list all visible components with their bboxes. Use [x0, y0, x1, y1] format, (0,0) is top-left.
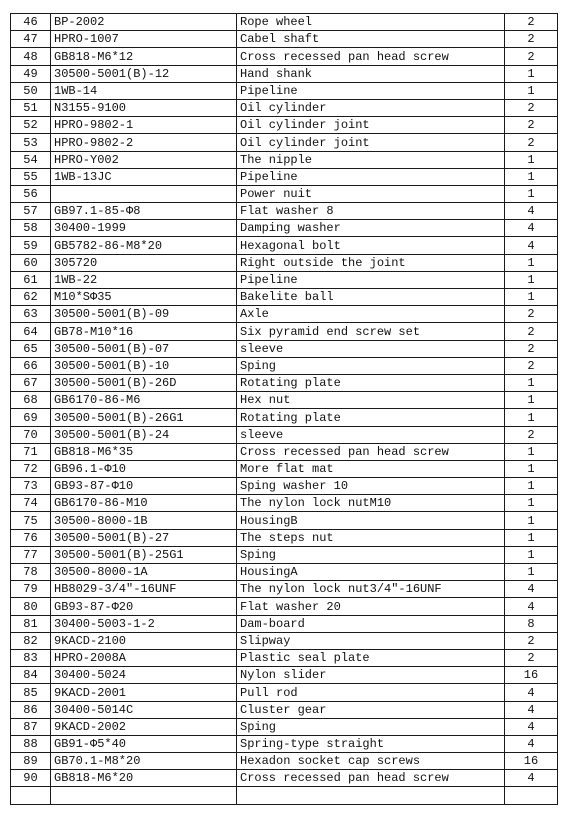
part-name-cell: Oil cylinder joint	[237, 134, 505, 151]
part-name-cell: The nylon lock nutM10	[237, 495, 505, 512]
quantity-cell: 1	[505, 289, 558, 306]
quantity-cell: 2	[505, 323, 558, 340]
quantity-cell: 4	[505, 237, 558, 254]
table-row	[11, 701, 558, 718]
table-row	[11, 82, 558, 99]
table-row	[11, 168, 558, 185]
quantity-cell: 2	[505, 48, 558, 65]
part-number-cell: 65	[11, 340, 51, 357]
part-name-cell: Dam-board	[237, 615, 505, 632]
part-code-cell: 30500-8000-1B	[51, 512, 237, 529]
part-name-cell: Power nuit	[237, 185, 505, 202]
part-code-cell: HPRO-1007	[51, 31, 237, 48]
part-code-cell: HPRO-9802-2	[51, 134, 237, 151]
table-row	[11, 512, 558, 529]
part-number-cell: 56	[11, 185, 51, 202]
table-row	[11, 460, 558, 477]
quantity-cell: 1	[505, 185, 558, 202]
part-name-cell: sleeve	[237, 426, 505, 443]
part-name-cell: Pipeline	[237, 82, 505, 99]
part-code-cell: HB8029-3/4"-16UNF	[51, 581, 237, 598]
part-name-cell: Hexadon socket cap screws	[237, 753, 505, 770]
part-number-cell: 57	[11, 203, 51, 220]
part-code-cell: 30500-5001(B)-25G1	[51, 546, 237, 563]
part-name-cell: Sping	[237, 718, 505, 735]
part-name-cell: Cabel shaft	[237, 31, 505, 48]
part-number-cell: 79	[11, 581, 51, 598]
quantity-cell: 4	[505, 684, 558, 701]
quantity-cell: 2	[505, 14, 558, 31]
part-number-cell: 62	[11, 289, 51, 306]
quantity-cell: 2	[505, 99, 558, 116]
part-code-cell: GB6170-86-M10	[51, 495, 237, 512]
part-code-cell: 1WB-22	[51, 271, 237, 288]
quantity-cell: 1	[505, 151, 558, 168]
part-code-cell: 9KACD-2100	[51, 632, 237, 649]
part-number-cell: 64	[11, 323, 51, 340]
quantity-cell: 1	[505, 546, 558, 563]
part-number-cell: 84	[11, 667, 51, 684]
part-code-cell: 305720	[51, 254, 237, 271]
quantity-cell: 2	[505, 31, 558, 48]
quantity-cell: 16	[505, 753, 558, 770]
part-name-cell: Cluster gear	[237, 701, 505, 718]
quantity-cell: 1	[505, 443, 558, 460]
part-name-cell: The nylon lock nut3/4"-16UNF	[237, 581, 505, 598]
part-code-cell	[51, 185, 237, 202]
part-number-cell: 49	[11, 65, 51, 82]
table-row	[11, 65, 558, 82]
part-name-cell	[237, 787, 505, 804]
table-row	[11, 564, 558, 581]
part-name-cell: Sping	[237, 357, 505, 374]
table-row	[11, 203, 558, 220]
part-number-cell: 83	[11, 649, 51, 666]
part-code-cell: GB78-M10*16	[51, 323, 237, 340]
table-row	[11, 598, 558, 615]
part-name-cell: Six pyramid end screw set	[237, 323, 505, 340]
part-code-cell: 30500-5001(B)-07	[51, 340, 237, 357]
quantity-cell: 1	[505, 168, 558, 185]
table-row	[11, 117, 558, 134]
part-code-cell: BP-2002	[51, 14, 237, 31]
part-code-cell: 30400-5024	[51, 667, 237, 684]
part-code-cell: 30400-5003-1-2	[51, 615, 237, 632]
part-number-cell: 51	[11, 99, 51, 116]
quantity-cell: 1	[505, 392, 558, 409]
table-row	[11, 770, 558, 787]
part-code-cell: 30500-5001(B)-26D	[51, 374, 237, 391]
quantity-cell: 1	[505, 271, 558, 288]
quantity-cell: 2	[505, 117, 558, 134]
table-row	[11, 357, 558, 374]
part-number-cell: 77	[11, 546, 51, 563]
table-row	[11, 478, 558, 495]
quantity-cell: 4	[505, 203, 558, 220]
table-row	[11, 787, 558, 804]
parts-list-table	[10, 13, 558, 805]
part-number-cell: 89	[11, 753, 51, 770]
part-code-cell: 30400-5014C	[51, 701, 237, 718]
part-name-cell: HousingB	[237, 512, 505, 529]
part-number-cell: 46	[11, 14, 51, 31]
table-row	[11, 581, 558, 598]
part-number-cell: 69	[11, 409, 51, 426]
part-name-cell: Nylon slider	[237, 667, 505, 684]
quantity-cell: 4	[505, 718, 558, 735]
table-row	[11, 254, 558, 271]
table-row	[11, 220, 558, 237]
part-name-cell: Rotating plate	[237, 374, 505, 391]
part-code-cell: GB818-M6*12	[51, 48, 237, 65]
part-code-cell: 30500-5001(B)-27	[51, 529, 237, 546]
quantity-cell	[505, 787, 558, 804]
part-number-cell	[11, 787, 51, 804]
table-row	[11, 31, 558, 48]
part-name-cell: Cross recessed pan head screw	[237, 48, 505, 65]
part-code-cell: 30500-5001(B)-12	[51, 65, 237, 82]
quantity-cell: 4	[505, 770, 558, 787]
table-row	[11, 151, 558, 168]
table-row	[11, 271, 558, 288]
part-name-cell: Cross recessed pan head screw	[237, 770, 505, 787]
part-code-cell: 30500-5001(B)-26G1	[51, 409, 237, 426]
part-code-cell: M10*SΦ35	[51, 289, 237, 306]
quantity-cell: 4	[505, 220, 558, 237]
part-code-cell: 30500-5001(B)-09	[51, 306, 237, 323]
part-name-cell: Plastic seal plate	[237, 649, 505, 666]
table-row	[11, 753, 558, 770]
part-name-cell: More flat mat	[237, 460, 505, 477]
quantity-cell: 2	[505, 632, 558, 649]
part-number-cell: 61	[11, 271, 51, 288]
table-row	[11, 426, 558, 443]
part-number-cell: 58	[11, 220, 51, 237]
part-name-cell: Sping	[237, 546, 505, 563]
part-code-cell: GB818-M6*35	[51, 443, 237, 460]
part-name-cell: Hexagonal bolt	[237, 237, 505, 254]
part-code-cell: GB93-87-Φ10	[51, 478, 237, 495]
table-row	[11, 495, 558, 512]
table-row	[11, 237, 558, 254]
part-name-cell: Damping washer	[237, 220, 505, 237]
part-code-cell: 30500-5001(B)-24	[51, 426, 237, 443]
part-number-cell: 76	[11, 529, 51, 546]
part-number-cell: 72	[11, 460, 51, 477]
part-code-cell: GB818-M6*20	[51, 770, 237, 787]
table-row	[11, 546, 558, 563]
part-name-cell: Hex nut	[237, 392, 505, 409]
part-code-cell: GB97.1-85-Φ8	[51, 203, 237, 220]
part-code-cell: 9KACD-2002	[51, 718, 237, 735]
part-code-cell: HPRO-2008A	[51, 649, 237, 666]
part-code-cell: GB93-87-Φ20	[51, 598, 237, 615]
table-row	[11, 392, 558, 409]
part-code-cell: 30500-5001(B)-10	[51, 357, 237, 374]
part-name-cell: Oil cylinder	[237, 99, 505, 116]
part-name-cell: Flat washer 8	[237, 203, 505, 220]
part-number-cell: 81	[11, 615, 51, 632]
part-number-cell: 73	[11, 478, 51, 495]
quantity-cell: 8	[505, 615, 558, 632]
quantity-cell: 4	[505, 598, 558, 615]
quantity-cell: 1	[505, 374, 558, 391]
part-name-cell: Hand shank	[237, 65, 505, 82]
quantity-cell: 1	[505, 529, 558, 546]
part-code-cell: GB6170-86-M6	[51, 392, 237, 409]
quantity-cell: 2	[505, 357, 558, 374]
table-row	[11, 14, 558, 31]
part-number-cell: 70	[11, 426, 51, 443]
table-row	[11, 615, 558, 632]
part-number-cell: 85	[11, 684, 51, 701]
part-name-cell: The steps nut	[237, 529, 505, 546]
part-number-cell: 54	[11, 151, 51, 168]
table-row	[11, 323, 558, 340]
part-name-cell: Right outside the joint	[237, 254, 505, 271]
part-number-cell: 75	[11, 512, 51, 529]
part-name-cell: Pull rod	[237, 684, 505, 701]
part-name-cell: Pipeline	[237, 271, 505, 288]
table-row	[11, 374, 558, 391]
part-number-cell: 71	[11, 443, 51, 460]
part-code-cell: GB96.1-Φ10	[51, 460, 237, 477]
part-number-cell: 60	[11, 254, 51, 271]
part-number-cell: 48	[11, 48, 51, 65]
table-row	[11, 134, 558, 151]
part-number-cell: 90	[11, 770, 51, 787]
quantity-cell: 2	[505, 649, 558, 666]
part-name-cell: Rotating plate	[237, 409, 505, 426]
table-row	[11, 443, 558, 460]
quantity-cell: 1	[505, 460, 558, 477]
table-row	[11, 99, 558, 116]
part-code-cell	[51, 787, 237, 804]
table-row	[11, 340, 558, 357]
part-code-cell: HPRO-9802-1	[51, 117, 237, 134]
part-number-cell: 66	[11, 357, 51, 374]
part-number-cell: 80	[11, 598, 51, 615]
part-name-cell: Flat washer 20	[237, 598, 505, 615]
quantity-cell: 16	[505, 667, 558, 684]
part-name-cell: Oil cylinder joint	[237, 117, 505, 134]
part-code-cell: N3155-9100	[51, 99, 237, 116]
part-number-cell: 88	[11, 735, 51, 752]
quantity-cell: 1	[505, 409, 558, 426]
part-name-cell: The nipple	[237, 151, 505, 168]
quantity-cell: 1	[505, 495, 558, 512]
part-number-cell: 87	[11, 718, 51, 735]
quantity-cell: 1	[505, 254, 558, 271]
quantity-cell: 1	[505, 65, 558, 82]
quantity-cell: 2	[505, 306, 558, 323]
part-code-cell: HPRO-Y002	[51, 151, 237, 168]
part-number-cell: 63	[11, 306, 51, 323]
part-name-cell: Pipeline	[237, 168, 505, 185]
part-name-cell: Rope wheel	[237, 14, 505, 31]
part-number-cell: 52	[11, 117, 51, 134]
part-number-cell: 53	[11, 134, 51, 151]
quantity-cell: 1	[505, 82, 558, 99]
part-number-cell: 47	[11, 31, 51, 48]
part-code-cell: GB91-Φ5*40	[51, 735, 237, 752]
part-code-cell: 9KACD-2001	[51, 684, 237, 701]
part-number-cell: 50	[11, 82, 51, 99]
part-name-cell: sleeve	[237, 340, 505, 357]
part-number-cell: 68	[11, 392, 51, 409]
quantity-cell: 1	[505, 478, 558, 495]
table-row	[11, 289, 558, 306]
quantity-cell: 2	[505, 340, 558, 357]
table-row	[11, 48, 558, 65]
table-row	[11, 409, 558, 426]
part-number-cell: 78	[11, 564, 51, 581]
quantity-cell: 4	[505, 581, 558, 598]
quantity-cell: 2	[505, 426, 558, 443]
part-name-cell: Slipway	[237, 632, 505, 649]
parts-list-body	[11, 14, 558, 805]
part-name-cell: Axle	[237, 306, 505, 323]
quantity-cell: 2	[505, 134, 558, 151]
part-name-cell: Bakelite ball	[237, 289, 505, 306]
part-code-cell: 1WB-13JC	[51, 168, 237, 185]
part-number-cell: 86	[11, 701, 51, 718]
part-code-cell: 30400-1999	[51, 220, 237, 237]
table-row	[11, 529, 558, 546]
quantity-cell: 1	[505, 564, 558, 581]
table-row	[11, 649, 558, 666]
table-row	[11, 185, 558, 202]
part-number-cell: 67	[11, 374, 51, 391]
part-number-cell: 74	[11, 495, 51, 512]
table-row	[11, 684, 558, 701]
part-code-cell: GB5782-86-M8*20	[51, 237, 237, 254]
table-row	[11, 632, 558, 649]
part-name-cell: Sping washer 10	[237, 478, 505, 495]
table-row	[11, 667, 558, 684]
part-code-cell: 1WB-14	[51, 82, 237, 99]
quantity-cell: 4	[505, 735, 558, 752]
part-name-cell: HousingA	[237, 564, 505, 581]
part-code-cell: 30500-8000-1A	[51, 564, 237, 581]
table-row	[11, 306, 558, 323]
part-name-cell: Cross recessed pan head screw	[237, 443, 505, 460]
part-number-cell: 82	[11, 632, 51, 649]
part-name-cell: Spring-type straight	[237, 735, 505, 752]
table-row	[11, 718, 558, 735]
table-row	[11, 735, 558, 752]
part-code-cell: GB70.1-M8*20	[51, 753, 237, 770]
quantity-cell: 4	[505, 701, 558, 718]
part-number-cell: 59	[11, 237, 51, 254]
quantity-cell: 1	[505, 512, 558, 529]
part-number-cell: 55	[11, 168, 51, 185]
